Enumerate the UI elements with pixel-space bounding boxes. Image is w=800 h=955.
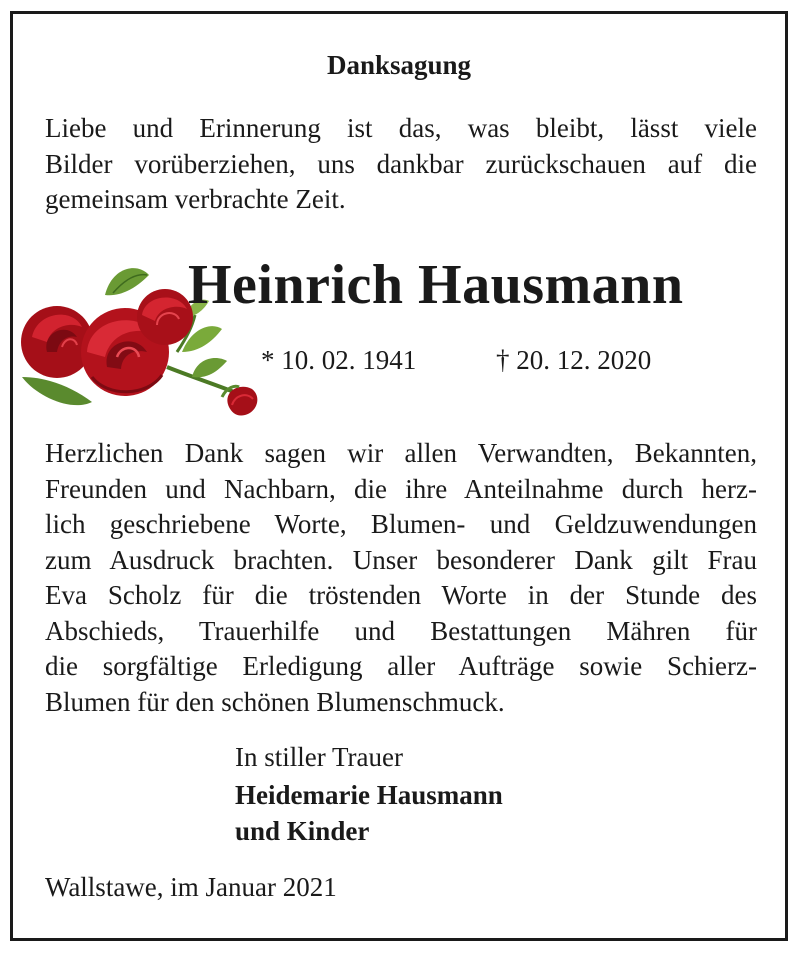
thanks-line: Freunden und Nachbarn, die ihre Anteilnahme durch herz- [45, 473, 757, 504]
thanks-line: Eva Scholz für die tröstenden Worte in der Stunde des [45, 580, 757, 610]
thanks-paragraph [45, 436, 757, 720]
signature-intro: In stiller Trauer [235, 742, 403, 772]
obituary-card [10, 11, 788, 941]
intro-line: Bilder vorüberziehen, uns dankbar zurückschauen auf die [45, 148, 757, 179]
thanks-line: Abschieds, Trauerhilfe und Bestattungen Mähren für [45, 615, 757, 646]
thanks-line: Blumen für den schönen Blumenschmuck. [45, 686, 505, 717]
death-date: † 20. 12. 2020 [496, 345, 652, 375]
signature-family: und Kinder [235, 816, 370, 846]
thanks-line: die sorgfältige Erledigung aller Aufträge sowie Schierz- [45, 651, 757, 681]
intro-line: gemeinsam verbrachte Zeit. [45, 184, 346, 214]
birth-date: * 10. 02. 1941 [261, 345, 417, 375]
thanks-line: lich geschriebene Worte, Blumen- und Geldzuwendungen [45, 509, 757, 539]
thanks-line: zum Ausdruck brachten. Unser besonderer Dank gilt Frau [45, 544, 757, 575]
place-date: Wallstawe, im Januar 2021 [45, 872, 337, 902]
intro-line: Liebe und Erinnerung ist das, was bleibt, lässt viele [45, 113, 757, 143]
signature-name: Heidemarie Hausmann [235, 780, 503, 810]
heading: Danksagung [326, 50, 472, 80]
intro-paragraph [45, 111, 757, 218]
thanks-line: Herzlichen Dank sagen wir allen Verwandten, Bekannten, [45, 438, 757, 468]
deceased-name: Heinrich Hausmann [188, 254, 684, 316]
